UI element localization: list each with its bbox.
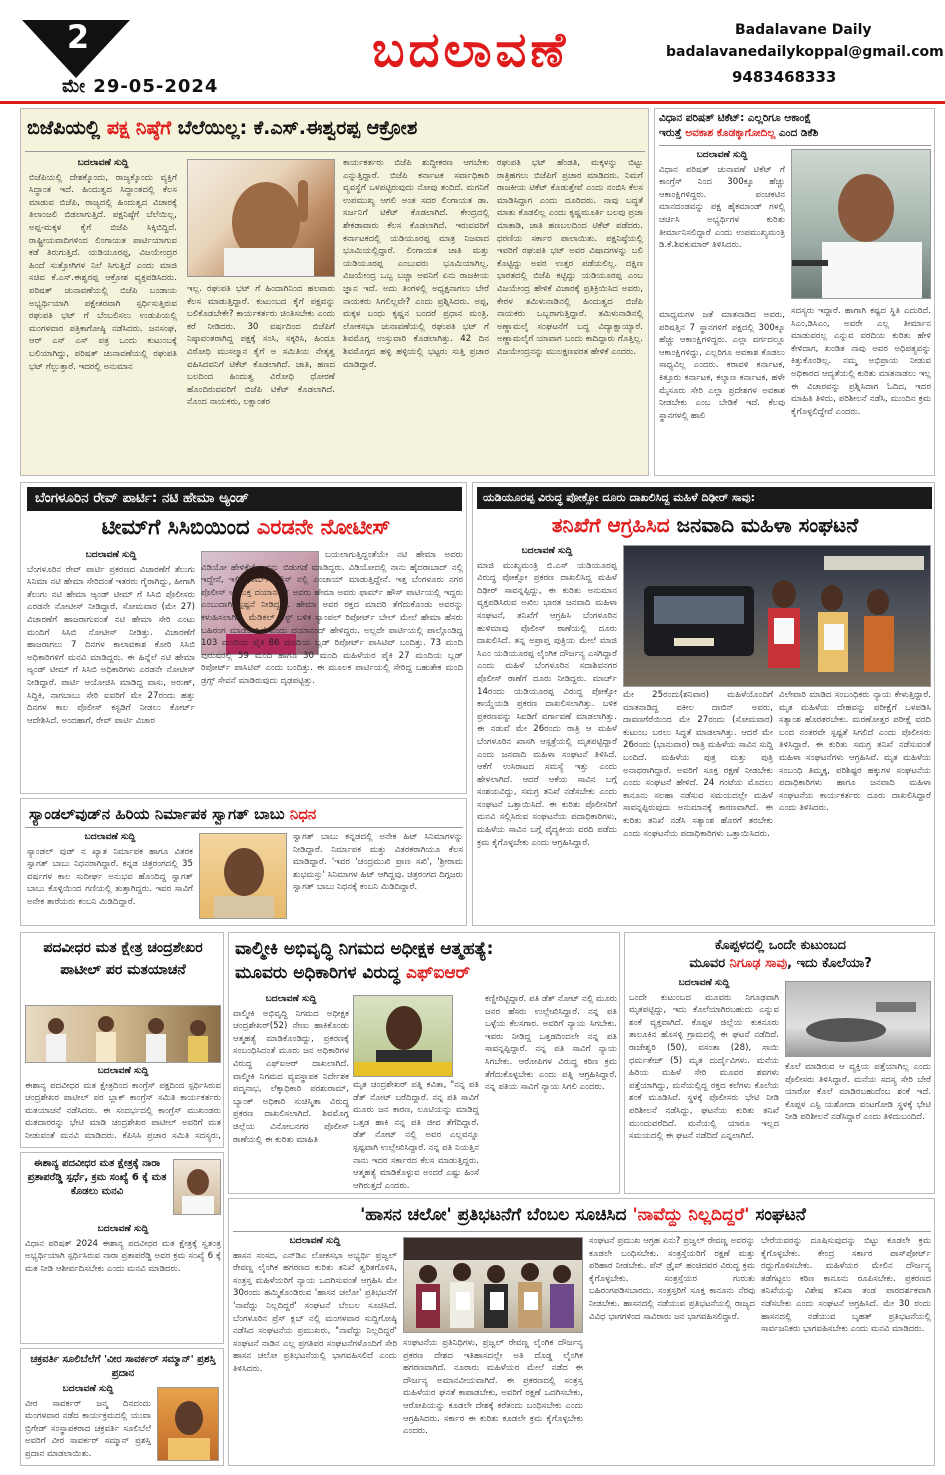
koppal-col-2: ಕೊಲೆ ಮಾಡಿರುವ ಆ ವ್ಯಕ್ತಿಯ ಪತ್ತೆಯಾಗಿಲ್ಲ ಎಂದು ಪೊಲೀಸರು ತಿಳಿಸಿದ್ದಾರೆ. ಮನೆಯ ಸದಸ್ಯ ಸೇರಿ ಬೇರೆ ಯಾರೋ ಕೊಲೆ ಮಾಡಿರಬಹುದೆಂಬ ಶಂಕೆ ಇದೆ. ಕೊಪ್ಪಳ ಎಸ್ಪಿ ಯಶೋದಾ ವಂಟಗೋಡಿ ಸ್ಥಳಕ್ಕೆ ಭೇಟಿ ನೀಡಿ ಪರಿಶೀಲನೆ ನಡೆಸಿದ್ದಾರೆ ಎಂದು ತಿಳಿದುಬಂದಿದೆ. <box>785 1062 931 1123</box>
valmiki-col-2: ಮೃತ ಚಂದ್ರಶೇಖರ್ ಪತ್ನಿ ಕವಿತಾ, "ನನ್ನ ಪತಿ ಡೆತ್ ನೋಟ್ ಬರೆದಿದ್ದಾರೆ. ನನ್ನ ಪತಿ ಸಾವಿಗೆ ಮೂರು ಜನ ಕಾರಣ, ಲೂಟಿಯನ್ನು ಮಾಡಿದ್ದ ಒತ್ತಡ ಹಾಕಿ ನನ್ನ ಪತಿ ಜೀವ ತೆಗೆದಿದ್ದಾರೆ. ಡೆತ್ ನೋಟ್ ನಲ್ಲಿ ಅವರ ಎಲ್ಲವನ್ನೂ ಸ್ಪಷ್ಟವಾಗಿ ಉಲ್ಲೇಖಿಸಿದ್ದಾರೆ. ನನ್ನ ಪತಿ ನಿಯತ್ತಿನ ನಾನು ಇದರ ಸರ್ಕಾರದ ಕೆಲಸ ಮಾಡುತ್ತಿದ್ದರು. ಆತ್ಮಹತ್ಯೆ ಮಾಡಿಕೊಳ್ಳುವ ಅಂದರೆ ಎಷ್ಟು ಹಿಂಸೆ ಆಗಿರುತ್ತದೆ ಎಂದರು. <box>353 1080 479 1191</box>
dks-col-1a: ಬದಲಾವಣೆ ಸುದ್ದಿ ವಿಧಾನ ಪರಿಷತ್ ಚುನಾವಣೆ ಟಿಕೆಟ್ ಗೆ ಕಾಂಗ್ರೆಸ್ ನಿಂದ 300ಕ್ಕೂ ಹೆಚ್ಚು ಆಕಾಂಕ್ಷಿಗಳಿದ್ದರು. ಪಂಚಕಟಿನ ಮಾನದಂಡವನ್ನು ಪಕ್ಷ ಹೈಕಮಾಂಡ್ ಗಳಲ್ಲಿ ಚರ್ಚಿಸಿ ಅಭ್ಯರ್ಥಿಗಳ ಕುರಿತು ತೀರ್ಮಾನಿಸಲಿದ್ದಾರೆ ಎಂದು ಉಪಮುಖ್ಯಮಂತ್ರಿ ಡಿ.ಕೆ.ಶಿವಕುಮಾರ್ ತಿಳಿಸಿದರು. <box>659 150 785 251</box>
rave-col-1: ಬದಲಾವಣೆ ಸುದ್ದಿ ಬೆಂಗಳೂರಿನ ರೇವ್ ಪಾರ್ಟಿ ಪ್ರಕರಣದ ವಿಚಾರಣೆಗೆ ತೆಲುಗು ಸಿನಿಮಾ ನಟಿ ಹೇಮಾ ಸೇರಿದಂತೆ ಇತರರು ಗೈರಾಗಿದ್ದು, ಹೀಗಾಗಿ ತೆಲುಗು ನಟಿ ಹೇಮಾ ಆ್ಯಂಡ್ ಟೀಮ್ ಗೆ ಸಿಸಿಬಿ ಪೊಲೀಸರು ಎರಡನೇ ನೋಟೀಸ್ ನೀಡಿದ್ದಾರೆ. ಸೋಮವಾರ (ಮೇ 27) ವಿಚಾರಣೆಗೆ ಹಾಜರಾಗುವಂತೆ ನಟಿ ಹೇಮಾ ಸೇರಿ ಎಂಟು ಮಂದಿಗೆ ಸಿಸಿಬಿ ನೋಟೀಸ್ ನೀಡಿತ್ತು. ವಿಚಾರಣೆಗೆ ಹಾಜರಾಗಲು 7 ದಿನಗಳ ಕಾಲಾವಕಾಶ ಕೋರಿ ಸಿಸಿಬಿ ಅಧಿಕಾರಿಗಳಿಗೆ ಮನವಿ ಮಾಡಿದ್ದರು. ಈ ಹಿನ್ನೆಲೆ ನಟಿ ಹೇಮಾ ಅ್ಯಂಡ್ ಟೀಮ್ ಗೆ ಸಿಸಿಬಿ ಅಧಿಕಾರಿಗಳು ಎರಡನೇ ನೋಟೀಸ್ ನೀಡಿದ್ದಾರೆ. ಪಾರ್ಟಿ ಆಯೋಜಿಸಿ ಮಾಡಿದ್ದ ವಾಸು, ಅರುಣ್, ಸಿದ್ದಿಕಿ, ನಾಗಬಾಬು ಸೇರಿ ಐವರಿಗೆ ಮೇ 27ರಂದು ಹತ್ತು ದಿನಗಳ ಕಾಲ ಪೊಲೀಸ್ ಕಸ್ಟಡಿಗೆ ನೀಡಲು ಕೋರ್ಟ್ ಆದೇಶಿಸಿದೆ. ಅಂದಹಾಗೆ, ರೇವ್ ಪಾರ್ಟಿ ವಿಚಾರ <box>27 550 195 726</box>
death-headline: ಸ್ಯಾಂಡಲ್‌ವುಡ್‌ನ ಹಿರಿಯ ನಿರ್ಮಾಪಕ ಸ್ವಾಗತ್ ಬಾಬು ನಿಧನ <box>29 805 317 823</box>
portrait-illustration <box>174 1160 221 1215</box>
koppal-byline: ಬದಲಾವಣೆ ಸುದ್ದಿ <box>678 978 730 988</box>
press-meet-illustration <box>404 1238 583 1333</box>
janavadi-col-2: ಮೇ 25ರಂದು(ಶನಿವಾರ) ಮಹಿಳೆಯೊಂದಿಗೆ ಮಾತನಾಡಿದ್ದ ವಕೀಲ ದಾಬಿನ್ ಅವರು, ದಾವಣಗೆರೆಯಿಂದ ಮೇ 27ರಂದು (ಸೋಮವಾರ) ಕುಟುಂಬ ಬರಲು ಸಿದ್ಧತೆ ಮಾಡಲಾಗಿತ್ತು. ಆದರೆ ಮೇ 26ರಂದು (ಭಾನುವಾರ) ರಾತ್ರಿ ಮಹಿಳೆಯ ಸಾವಿನ ಸುದ್ದಿ ಬಂದಿದೆ. ಮಹಿಳೆಯ ಪುತ್ರ ಮತ್ತು ಪುತ್ರಿ ಅನಾಥರಾಗಿದ್ದಾರೆ. ಅವರಿಗೆ ಸೂಕ್ತ ರಕ್ಷಣೆ ನೀಡಬೇಕು ಎಂದು ಸಂಘಟನೆ ಹೇಳಿದೆ. 24 ಗಂಟೆಯ ಮೊದಲು ಕಾನೂನು ಸಲಹಾ ನಡೆಸುವ ಸಮಯದಲ್ಲೇ ಮಹಿಳೆ ಸಾವನ್ನಪ್ಪಿರುವುದು ಅನುಮಾನಕ್ಕೆ ಕಾರಣವಾಗಿದೆ. ಈ ಕುರಿತು ತನಿಖೆ ನಡೆಸಿ ಸತ್ಯಾಂಶ ಹೊರಗೆ ತರಬೇಕು ಎಂದು ಸಂಘಟನೆಯ ಪದಾಧಿಕಾರಿಗಳು ಒತ್ತಾಯಿಸಿದರು. <box>623 690 773 839</box>
sulibele-photo <box>157 1387 219 1461</box>
press-meet-photo <box>403 1237 583 1333</box>
valmiki-story <box>228 932 620 1194</box>
page-number: 2 <box>66 18 90 56</box>
death-story <box>20 798 467 926</box>
valmiki-col-1: ಬದಲಾವಣೆ ಸುದ್ದಿ ವಾಲ್ಮೀಕಿ ಅಭಿವೃದ್ಧಿ ನಿಗಮದ ಅಧೀಕ್ಷಕ ಚಂದ್ರಶೇಖರ್(52) ನೇಣು ಹಾಕಿಕೊಂಡು ಆತ್ಮಹತ್ಯೆ ಮಾಡಿಕೊಂಡಿದ್ದು, ಪ್ರಕರಣಕ್ಕೆ ಸಂಬಂಧಿಸಿದಂತೆ ಮೂರು ಜನ ಅಧಿಕಾರಿಗಳ ವಿರುದ್ಧ ಎಫ್ಐಆರ್ ದಾಖಲಾಗಿದೆ. ವಾಲ್ಮೀಕಿ ನಿಗಮದ ವ್ಯವಸ್ಥಾಪಕ ನಿರ್ದೇಶಕ ಪದ್ಮನಾಭ, ಲೆಕ್ಕಾಧಿಕಾರಿ ಪರಶುರಾಮ್, ಬ್ಯಾಂಕ್ ಅಧಿಕಾರಿ ಸುಚಿಸ್ಮಿತಾ ವಿರುದ್ಧ ಪ್ರಕರಣ ದಾಖಲಿಸಲಾಗಿದೆ. ಶಿವಮೊಗ್ಗ ಜಿಲ್ಲೆಯ ವಿನೋಬನಗರ ಪೊಲೀಸ್ ಠಾಣೆಯಲ್ಲಿ ಈ ಕುರಿತು ಮಾಹಿತಿ <box>233 994 349 1145</box>
narayan-headline: ಈಶಾನ್ಯ ಪದವೀಧರ ಮತ ಕ್ಷೇತ್ರಕ್ಕೆ ನಾರಾ ಪ್ರತಾಪರೆಡ್ಡಿ ಸ್ಪರ್ಧೆ, ಕ್ರಮ ಸಂಖ್ಯೆ 6 ಕ್ಕೆ ಮತ ಕೊಡಲು ಮನವಿ <box>27 1158 167 1197</box>
hassan-col-1: ಬದಲಾವಣೆ ಸುದ್ದಿ ಹಾಸನ ಸಂಸದ, ಎನ್‌ಡಿಎ ಲೋಕಸಭಾ ಅಭ್ಯರ್ಥಿ ಪ್ರಜ್ವಲ್ ರೇವಣ್ಣ ಲೈಂಗಿಕ ಹಗರಣದ ಕುರಿತು ತನಿಖೆ ತ್ವರಿತಗೊಳಿಸಿ, ಸಂತ್ರಸ್ತ ಮಹಿಳೆಯರಿಗೆ ನ್ಯಾಯ ಒದಗಿಸುವಂತೆ ಆಗ್ರಹಿಸಿ ಮೇ 30ರಂದು ಹಮ್ಮಿಕೊಂಡಿರುವ 'ಹಾಸನ ಚಲೋ' ಪ್ರತಿಭಟನೆಗೆ 'ನಾವೆದ್ದು ನಿಲ್ಲದಿದ್ದರೆ' ಸಂಘಟನೆ ಬೆಂಬಲ ಸೂಚಿಸಿದೆ. ಬೆಂಗಳೂರಿನ ಪ್ರೆಸ್ ಕ್ಲಬ್ ನಲ್ಲಿ ಮಂಗಳವಾರ ಸುದ್ದಿಗೋಷ್ಠಿ ನಡೆಸಿದ ಸಂಘಟನೆಯ ಪ್ರಮುಖರು, "ನಾವೆದ್ದು ನಿಲ್ಲದಿದ್ದರೆ' ಸಂಘಟನೆ ನಾಡಿನ ಎಲ್ಲ ಪ್ರಗತಿಪರ ಸಂಘಟನೆಗಳೊಂದಿಗೆ ಸೇರಿ ಹಾಸನ ಚಲೋ ಪ್ರತಿಭಟನೆಯಲ್ಲಿ ಭಾಗವಹಿಸಲಿದೆ ಎಂದು ತಿಳಿಸಿದರು. <box>233 1236 397 1374</box>
lead-headline: ಬಿಜೆಪಿಯಲ್ಲಿ ಪಕ್ಷ ನಿಷ್ಠೆಗೆ ಬೆಲೆಯಿಲ್ಲ: ಕೆ.ಎಸ್.ಈಶ್ವರಪ್ಪ ಆಕ್ರೋಶ <box>27 117 418 139</box>
masthead-rule <box>0 101 945 104</box>
dks-col-2: ಸದಸ್ಯರು ಇದ್ದಾರೆ. ಹಾಗಾಗಿ ಕಷ್ಟದ ಸ್ಥಿತಿ ಎದುರಿದೆ. ಸಿಎಂ,ಡಿಸಿಎಂ, ಅವರೇ ಎಲ್ಲ ತೀರ್ಮಾನ ಮಾಡುವರಲ್ಲ ಎನ್ನುವ ವರದಿಯ ಕುರಿತು ಹೇಳಿ ಕೇಳಿದಾಗ, ಖಂಡಿತ ನಾವು ಅವರ ಅಧಿಪತ್ಯವನ್ನು ಕಿತ್ತುಕೊಂಡಿಲ್ಲ. ನಮ್ಮ ಅಭಿಪ್ರಾಯ ನೀಡುವ ಅಧಿಕಾರದ ಆದ್ಯತೆಯಲ್ಲಿ ಕುರಿತು ಮಾತನಾಡಲು ಇಲ್ಲ ಈ ವಿಚಾರವನ್ನು ಪ್ರಶ್ನಿಸಿದಾಗ ಓದಿದ, ಇದರ ಮಾಹಿತಿ ತಿಳಿದು, ಪರಿಶೀಲನೆ ನಡೆಸಿ, ಮುಂದಿನ ಕ್ರಮ ಕೈಗೊಳ್ಳಲಿದ್ದೇವೆ ಎಂದರು. <box>791 306 931 417</box>
masthead <box>0 0 945 104</box>
hassan-col-4: ಬೇರೆಯವರನ್ನು ದೂಷಿಸುವುದನ್ನು ಬಿಟ್ಟು ಕೂಡಲೇ ಕ್ರಮ ಕೈಗೊಳ್ಳಬೇಕು. ಕೇಂದ್ರ ಸರ್ಕಾರ ಪಾಸ್‌ಪೋರ್ಟ್ ರದ್ದುಗೊಳಿಸಬೇಕು. ಮಹಿಳೆಯರ ಮೇಲಿನ ದೌರ್ಜನ್ಯ ತಡೆಗಟ್ಟಲು ಕಠಿಣ ಕಾನೂನು ರೂಪಿಸಬೇಕು. ಪ್ರಕರಣದ ತನಿಖೆಯನ್ನು ವಿಶೇಷ ತನಿಖಾ ತಂಡ ಪಾರದರ್ಶಕವಾಗಿ ನಡೆಸಬೇಕು ಎಂದು ಸಂಘಟನೆ ಆಗ್ರಹಿಸಿದೆ. ಮೇ 30 ರಂದು ಹಾಸನದಲ್ಲಿ ನಡೆಯುವ ಬೃಹತ್ ಪ್ರತಿಭಟನೆಯಲ್ಲಿ ಸಾರ್ವಜನಿಕರು ಭಾಗವಹಿಸಬೇಕು ಎಂದು ಮನವಿ ಮಾಡಿದರು. <box>761 1236 931 1335</box>
lead-col-2: ಇಲ್ಲ. ರಘುಪತಿ ಭಟ್ ಗೆ ಹಿಂದಾಗಿನಿಂದ ಹಲವಾರು ಕೆಲಸ ಮಾಡುತ್ತಿದ್ದಾರೆ. ಕುಟುಂಬದ ಕೈಗೆ ಪಕ್ಷವನ್ನು ಬಲಿಕೊಡಬೇಕೇ? ಕಾರ್ಯಕರ್ತರು ಚಿಂತಿಸಬೇಕು ಎಂದು ಕರೆ ನೀಡಿದರು. 30 ವರ್ಷದಿಂದ ಬಿಜೆಪಿಗೆ ನಿಷ್ಠಾವಂತರಾಗಿದ್ದ ಪಕ್ಷಕ್ಕೆ ಸಂಸಿ, ಸಕ್ಕರಿಸಿ, ಹಿಂದೂ ವಿರೋಧಿ ಮುಸಲ್ಮಾನ ಕೈಗೆ ಅ ಸಮಿತಿಯ ನೇತೃತ್ವ ವಹಿಸಿದವನಿಗೆ ಟಿಕೆಟ್ ಕೊಡಲಾಗಿದೆ. ಜಾತಿ, ಹಣದ ಬಲದಿಂದ ಹಿಂದುತ್ವ ವಿರೋಧಿ ಧೋರಣೆ ಹೊಂದಿರುವವರಿಗೆ ಬಿಜೆಪಿ ಟಿಕೆಟ್ ಕೊಡಲಾಗಿದೆ. ನೊಂದ ನಾಯಕರು, ಲಕ್ಷಾಂತರ <box>187 284 335 408</box>
rave-byline: ಬದಲಾವಣೆ ಸುದ್ದಿ <box>85 550 137 560</box>
valmiki-col-3: ಕಣ್ಣೀರಿಟ್ಟಿದ್ದಾರೆ. ಪತಿ ಡೆತ್ ನೋಟ್ ನಲ್ಲಿ ಮೂರು ಜನರ ಹೆಸರು ಉಲ್ಲೇಖಿಸಿದ್ದಾರೆ. ನನ್ನ ಪತಿ ಒಳ್ಳೆಯ ಕೆಲಸಗಾರ. ಅವರಿಗೆ ನ್ಯಾಯ ಸಿಗಬೇಕು. ಇವರು ನೀಡಿದ್ದ ಒತ್ತಡದಿಂದಲೇ ನನ್ನ ಪತಿ ಸಾವನ್ನಪ್ಪಿದ್ದಾರೆ. ನನ್ನ ಪತಿ ಸಾವಿಗೆ ನ್ಯಾಯ ಸಿಗಬೇಕು. ಆರೋಪಿಗಳ ವಿರುದ್ಧ ಕಠಿಣ ಕ್ರಮ ತೆಗೆದುಕೊಳ್ಳಬೇಕು ಎಂದು ಪತ್ನಿ ಆಗ್ರಹಿಸಿದ್ದಾರೆ. ನನ್ನ ಪತಿಯ ಸಾವಿಗೆ ನ್ಯಾಯ ಸಿಗಲಿ ಎಂದರು. <box>485 994 617 1093</box>
portrait-illustration <box>792 150 931 299</box>
death-byline: ಬದಲಾವಣೆ ಸುದ್ದಿ <box>84 832 136 842</box>
masthead-phone: 9483468333 <box>732 68 837 86</box>
lead-rule <box>25 151 645 152</box>
masthead-brand: Badalavane Daily <box>735 22 872 38</box>
lead-byline: ಬದಲಾವಣೆ ಸುದ್ದಿ <box>77 158 129 168</box>
portrait-illustration <box>200 834 287 919</box>
narayan-photo <box>173 1159 221 1215</box>
dks-col-1b: ಮಾಧ್ಯಮಗಳ ಜತೆ ಮಾತನಾಡಿದ ಅವರು, ಪರಿಷತ್ತಿನ 7 ಸ್ಥಾನಗಳಿಗೆ ಪಕ್ಷದಲ್ಲಿ 300ಕ್ಕೂ ಹೆಚ್ಚು ಆಕಾಂಕ್ಷಿಗಳಿದ್ದರು. ಎಲ್ಲಾ ವರ್ಗದಲ್ಲೂ ಆಕಾಂಕ್ಷಿಗಳಿದ್ದು, ಎಲ್ಲರಿಗೂ ಅವಕಾಶ ಕೊಡಲು ಸಾಧ್ಯವಿಲ್ಲ ಎಂದರು. ಕರಾವಳಿ ಕರ್ನಾಟಕ, ಕಿತ್ತೂರು ಕರ್ನಾಟಕ, ಕಲ್ಯಾಣ ಕರ್ನಾಟಕ, ಹಳೇ ಮೈಸೂರು ಸೇರಿ ಎಲ್ಲಾ ಪ್ರದೇಶಗಳ ಅವಕಾಶ ನೀಡಬೇಕು ಎಂಬ ಬೇಡಿಕೆ ಇದೆ. ಕೆಲವು ಸ್ಥಾನಗಳಲ್ಲಿ ಹಾಲಿ <box>659 310 785 421</box>
hassan-col-3: ಸಂಘಟನೆ ಪ್ರಮುಖ ಆಗ್ರಹ ಏನು? ಪ್ರಜ್ವಲ್ ರೇವಣ್ಣ ಅವರನ್ನು ಕೂಡಲೇ ಬಂಧಿಸಬೇಕು. ಸಂತ್ರಸ್ತೆಯರಿಗೆ ರಕ್ಷಣೆ ಮತ್ತು ಪರಿಹಾರ ನೀಡಬೇಕು. ಪೆನ್ ಡ್ರೈವ್ ಹಂಚಿದವರ ವಿರುದ್ಧ ಕ್ರಮ ಕೈಗೊಳ್ಳಬೇಕು. ಸಂತ್ರಸ್ತೆಯರ ಗುರುತು ಬಹಿರಂಗಪಡಿಸಬಾರದು. ಸಂತ್ರಸ್ತರಿಗೆ ಸೂಕ್ತ ಕಾನೂನು ನೆರವು ನೀಡಬೇಕು. ಹಾಸನದಲ್ಲಿ ನಡೆಯುವ ಪ್ರತಿಭಟನೆಯಲ್ಲಿ ರಾಜ್ಯದ ವಿವಿಧ ಭಾಗಗಳಿಂದ ಸಾವಿರಾರು ಜನ ಭಾಗವಹಿಸಲಿದ್ದಾರೆ. <box>589 1236 755 1322</box>
valmiki-headline: ವಾಲ್ಮೀಕಿ ಅಭಿವೃದ್ಧಿ ನಿಗಮದ ಅಧೀಕ್ಷಕ ಆತ್ಮಹತ್ಯೆ: ಮೂವರು ಅಧಿಕಾರಿಗಳ ವಿರುದ್ಧ ಎಫ್ಐಆರ್ <box>235 939 494 983</box>
janavadi-headline: ತನಿಖೆಗೆ ಆಗ್ರಹಿಸಿದ ಜನವಾದಿ ಮಹಿಳಾ ಸಂಘಟನೆ <box>551 513 859 537</box>
hassan-headline: 'ಹಾಸನ ಚಲೋ' ಪ್ರತಿಭಟನೆಗೆ ಬೆಂಬಲ ಸೂಚಿಸಿದ 'ನಾವೆದ್ದು ನಿಲ್ಲದಿದ್ದರೆ' ಸಂಘಟನೆ <box>360 1205 806 1225</box>
mlc-body: ಬದಲಾವಣೆ ಸುದ್ದಿ ಈಶಾನ್ಯ ಪದವೀಧರ ಮತ ಕ್ಷೇತ್ರದಿಂದ ಕಾಂಗ್ರೆಸ್ ಪಕ್ಷದಿಂದ ಸ್ಪರ್ಧಿಸಿರುವ ಚಂದ್ರಶೇಖರ ಪಾಟೀಲ್ ಪರ ಬ್ಲಾಕ್ ಕಾಂಗ್ರೆಸ್ ಸಮಿತಿ ಕಾರ್ಯಕರ್ತರು ಮತಯಾಚನೆ ನಡೆಸಿದರು. ಈ ಸಂದರ್ಭದಲ್ಲಿ ಕಾಂಗ್ರೆಸ್ ಮುಖಂಡರು ಮತದಾರರನ್ನು ಭೇಟಿ ಮಾಡಿ ಚಂದ್ರಶೇಖರ ಪಾಟೀಲ್ ಅವರಿಗೆ ಮತ ನೀಡುವಂತೆ ಮನವಿ ಮಾಡಿದರು. ಕೆಪಿಸಿಸಿ ಪ್ರಚಾರ ಸಮಿತಿ ಸದಸ್ಯರು, <box>25 1066 221 1141</box>
savarkar-story <box>20 1348 224 1466</box>
janavadi-col-3: ವಿಲೇವಾರಿ ಮಾಡಿದ ಸಂಬಂಧಿಕರು ನ್ಯಾಯ ಕೇಳುತ್ತಿದ್ದಾರೆ. ಮೃತ ಮಹಿಳೆಯ ದೇಹವನ್ನು ಪರೀಕ್ಷೆಗೆ ಒಳಪಡಿಸಿ ಸತ್ಯಾಂಶ ಹೊರತರಬೇಕು. ಮರಣೋತ್ತರ ಪರೀಕ್ಷೆ ವರದಿ ಬಂದ ನಂತರವೇ ಸ್ಪಷ್ಟತೆ ಸಿಗಲಿದೆ ಎಂದು ಪೊಲೀಸರು ತಿಳಿಸಿದ್ದಾರೆ. ಈ ಕುರಿತು ಸಮಗ್ರ ತನಿಖೆ ನಡೆಸುವಂತೆ ಮಹಿಳಾ ಸಂಘಟನೆಗಳು ಆಗ್ರಹಿಸಿವೆ. ಮೃತ ಮಹಿಳೆಯ ಸಂಬಂಧಿ ತಿಮ್ಮಕ್ಕ, ಪರಿಶಿಷ್ಟರ ಹಕ್ಕುಗಳ ಸಂಘಟನೆಯ ಪದಾಧಿಕಾರಿಗಳು ಹಾಗೂ ಜನವಾದಿ ಮಹಿಳಾ ಸಂಘಟನೆಯ ಕಾರ್ಯಕರ್ತರು ದೂರು ದಾಖಲಿಸಿದ್ದಾರೆ ಎಂದು ತಿಳಿಸಿದರು. <box>779 690 931 814</box>
police-station-photo <box>623 545 931 687</box>
hassan-col-2: ಸಂಘಟನೆಯ ಪ್ರತಿನಿಧಿಗಳು, ಪ್ರಜ್ವಲ್ ರೇವಣ್ಣ ಲೈಂಗಿಕ ದೌರ್ಜನ್ಯ ಪ್ರಕರಣ ದೇಶದ ಇತಿಹಾಸದಲ್ಲೇ ಅತಿ ದೊಡ್ಡ ಲೈಂಗಿಕ ಹಗರಣವಾಗಿದೆ. ನೂರಾರು ಮಹಿಳೆಯರ ಮೇಲೆ ನಡೆದ ಈ ದೌರ್ಜನ್ಯ ಅಮಾನವೀಯವಾಗಿದೆ. ಈ ಪ್ರಕರಣದಲ್ಲಿ ಸಂತ್ರಸ್ತ ಮಹಿಳೆಯರ ಘನತೆ ಕಾಪಾಡಬೇಕು, ಅವರಿಗೆ ರಕ್ಷಣೆ ಒದಗಿಸಬೇಕು, ಆರೋಪಿಯನ್ನು ಕೂಡಲೇ ದೇಶಕ್ಕೆ ಕರೆತಂದು ಬಂಧಿಸಬೇಕು ಎಂದು ಆಗ್ರಹಿಸಿದರು. ಸರ್ಕಾರ ಈ ಕುರಿತು ಕೂಡಲೇ ಕ್ರಮ ಕೈಗೊಳ್ಳಬೇಕು ಎಂದರು. <box>403 1338 583 1437</box>
lead-col-3: ಕಾರ್ಯಕರ್ತರು ಬಿಜೆಪಿ ಶುದ್ಧೀಕರಣ ಆಗಬೇಕು ಎನ್ನುತ್ತಿದ್ದಾರೆ. ಬಿಜೆಪಿ ಕರ್ನಾಟಕ ಸರ್ವಾಧಿಕಾರಿ ವ್ಯವಸ್ಥೆಗೆ ಒಳಪಟ್ಟಿರುವುದು ನೋವು ತಂದಿದೆ. ಮಗನಿಗೆ ಉಪಮುಖ್ಯ ಆಗಲಿ ಅಂತ ಸದರ ಲಿಂಗಾಯತ ಡಾ. ಸರ್ಜನಿಗೆ ಟಿಕೆಟ್ ಕೊಡಲಾಗಿದೆ. ಕೇಂದ್ರದಲ್ಲಿ ಶೇಕಡಾವಾರು ಕೆಲಸ ಕೊಡಲಾಗಿದೆ. ಇರುವವರಿಗೆ ಕರ್ನಾಟಕದಲ್ಲಿ ಯಡಿಯೂರಪ್ಪ ಮಾತ್ರ ನಿಜವಾದ ಭೂಮಿಯಲ್ಲಿದ್ದಾರೆ. ಲಿಂಗಾಯತ ಜಾತಿ ಮತ್ತು ಯಡಿಯೂರಪ್ಪ ಎಂಬುವರು ಭೂಮಿಯಾಗಿಲ್ಲ. ವಿಜಯೇಂದ್ರ ಒಬ್ಬ ಬಚ್ಚಾ ಅವನಿಗೆ ಏನು ರಾಜಕೀಯ ಜ್ಞಾನ ಇದೆ. ಅದು ತಿಂಗಳಲ್ಲಿ ಅಧ್ಯಕ್ಷನಾಗಲು ಬೇರೆ ನಾಯಕರು ಸಿಗಲಿಲ್ಲವೇ? ಎಂದು ಪ್ರಶ್ನಿಸಿದರು. ಅಪ್ಪ, ಮಕ್ಕಳ ಬಂಧು ಕೃಷ್ಣನ ಬಂದರೆ ಪ್ರಧಾನ ಮಂತ್ರಿ. ಲೋಕಸಭಾ ಚುನಾವಣೆಯಲ್ಲಿ ರಘುಪತಿ ಭಟ್ ಗೆ ಶಿವಮೊಗ್ಗ ಉಸ್ತುವಾರಿ ಕೊಡಲಾಗಿತ್ತು. 42 ದಿನ ಶಿವಮೊಗ್ಗದ ಹಳ್ಳಿ ಹಳ್ಳಿಯಲ್ಲಿ ಭಟ್ಟರು ಸುತ್ತಿ ಪ್ರಚಾರ ಮಾಡಿದ್ದಾರೆ. <box>343 158 489 370</box>
koppal-story <box>624 932 935 1194</box>
dks-headline: ವಿಧಾನ ಪರಿಷತ್ ಟಿಕೆಟ್: ಎಲ್ಲರಿಗೂ ಆಕಾಂಕ್ಷೆ ಇರುತ್ತೆ ಅವಕಾಶ ಕೊಡಕ್ಕಾಗೋದಿಲ್ಲ ಎಂದ ಡಿಕೆಶಿ <box>659 112 819 139</box>
hassan-byline: ಬದಲಾವಣೆ ಸುದ್ದಿ <box>289 1236 341 1246</box>
masthead-date: ಮೇ 29-05-2024 <box>62 76 219 97</box>
janavadi-byline: ಬದಲಾವಣೆ ಸುದ್ದಿ <box>521 546 573 556</box>
portrait-illustration <box>158 1388 219 1461</box>
savarkar-byline: ಬದಲಾವಣೆ ಸುದ್ದಿ <box>62 1384 114 1394</box>
narayan-byline: ಬದಲಾವಣೆ ಸುದ್ದಿ <box>97 1224 149 1234</box>
portrait-illustration <box>188 160 335 277</box>
narayan-story <box>20 1152 224 1344</box>
rave-story <box>20 482 467 794</box>
koppal-col-1: ಬದಲಾವಣೆ ಸುದ್ದಿ ಒಂದೇ ಕುಟುಂಬದ ಮೂವರು ನಿಗೂಢವಾಗಿ ಮೃತಪಟ್ಟಿದ್ದು, ಇದು ಕೊಲೆಯಾಗಿರಬಹುದು ಎನ್ನುವ ಶಂಕೆ ವ್ಯಕ್ತವಾಗಿದೆ. ಕೊಪ್ಪಳ ಜಿಲ್ಲೆಯ ಕುಕನೂರು ತಾಲೂಕಿನ ಹೊಸಳ್ಳಿ ಗ್ರಾಮದಲ್ಲಿ ಈ ಘಟನೆ ನಡೆದಿದೆ. ರಾಜೇಶ್ವರಿ (50), ವಸಂತಾ (28), ಸಾಯಿ ಧರ್ಮತೇಜ್ (5) ಮೃತ ದುರ್ದೈವಿಗಳು. ಮನೆಯ ಹಿರಿಯ ಮಹಿಳೆ ಸೇರಿ ಮೂವರ ಶವಗಳು ಪತ್ತೆಯಾಗಿದ್ದು, ಮನೆಯಲ್ಲಿದ್ದ ರಕ್ತದ ಕಲೆಗಳು ಕೊಲೆಯ ಶಂಕೆ ಮೂಡಿಸಿವೆ. ಸ್ಥಳಕ್ಕೆ ಪೊಲೀಸರು ಭೇಟಿ ನೀಡಿ ಪರಿಶೀಲನೆ ನಡೆಸಿದ್ದು, ಘಟನೆಯ ಕುರಿತು ತನಿಖೆ ಮುಂದುವರೆದಿದೆ. ಮನೆಯಲ್ಲಿ ಯಾರೂ ಇಲ್ಲದ ಸಮಯದಲ್ಲಿ ಈ ಘಟನೆ ನಡೆದಿದೆ ಎನ್ನಲಾಗಿದೆ. <box>629 978 779 1142</box>
rave-headline: ಟೀಮ್‌ಗೆ ಸಿಸಿಬಿಯಿಂದ ಎರಡನೇ ನೋಟೀಸ್ <box>101 515 391 539</box>
group-photo-illustration <box>26 1006 221 1063</box>
swagat-babu-photo <box>199 833 287 919</box>
rave-col-2: ಬಯಲಾಗುತ್ತಿದ್ದಂತೆಯೇ ನಟಿ ಹೇಮಾ ಅವರು ವಿಡಿಯೋ ಹೇಳಿಕೆಯೊಂದನ್ನು ಬಿಡುಗಡೆ ಮಾಡಿದ್ದರು. ವಿಡಿಯೋದಲ್ಲಿ ನಾನು ಹೈದರಾಬಾದ್ ನಲ್ಲಿ ಇದ್ದೇನೆ, ಇಲ್ಲಿ ಫಾರ್ಮ್ ಹೌಸ್ ನಲ್ಲಿ ಎಂಜಾಯ್ ಮಾಡುತ್ತಿದ್ದೇನೆ. ಇತ್ತ ಬೆಂಗಳೂರು ನಗರ ಪೊಲೀಸ್ ಆಯುಕ್ತ ದಯಾನಂದ್ ಅವರು ಹೇಮಾ ಅವರು ಫಾರ್ಮ್ ಹೌಸ್ ಪಾರ್ಟಿಯಲ್ಲಿ ಇದ್ದರು ಎಂಬುದಾಗಿ ಸ್ಪಷ್ಟನೆ ನೀಡಿದ್ದರು. ಹೇಮಾ ಅವರ ರಕ್ತದ ಮಾದರಿ ತೆಗೆದುಕೊಂಡು ಅವರನ್ನು ಕಳುಹಿಸಲಾಗಿದೆ, ಮೆಡಿಕಲ್ ಟೆಸ್ಟ್ ಬಳಿಕ ಸ್ಯಾಂಪಲ್ ರಿಪೋರ್ಟ್ ಬೇಲ್ ಮೇಲೆ ಹೇಮಾ ಹೆಸರು ಬಹಿರಂಗ ಮಾಡಲಾಗಿದೆ ಎಂದು ದಯಾನಂದ್ ಹೇಳಿದ್ದರು. ಅಲ್ಲದೇ ಪಾರ್ಟಿಯಲ್ಲಿ ಪಾಲ್ಗೊಂಡಿದ್ದ 103 ಮಂದಿಯ ಪೈಕಿ 86 ಮಂದಿಯ ಬ್ಲಡ್ ರಿಪೋರ್ಟ್ ಪಾಸಿಟಿವ್ ಬಂದಿತ್ತು. 73 ಮಂದಿ ಪುರುಷರಲ್ಲಿ 59 ಮಂದಿ ಹಾಗೂ 30 ಮಂದಿ ಮಹಿಳೆಯರ ಪೈಕಿ 27 ಮಂದಿಯ ಬ್ಲಡ್ ರಿಪೋರ್ಟ್ ಪಾಸಿಟಿವ್ ಎಂದು ಬಂದಿತ್ತು. ಈ ಮೂಲಕ ಪಾರ್ಟಿಯಲ್ಲಿ ಸೇರಿದ್ದ ಬಹುತೇಕ ಮಂದಿ ಡ್ರಗ್ಸ್ ಸೇವನೆ ಮಾಡಿರುವುದು ದೃಢಪಟ್ಟಿತ್ತು. <box>201 550 463 686</box>
dks-byline: ಬದಲಾವಣೆ ಸುದ್ದಿ <box>696 150 748 160</box>
dks-story <box>654 108 935 476</box>
mlc-byline: ಬದಲಾವಣೆ ಸುದ್ದಿ <box>97 1066 149 1076</box>
lead-story <box>20 108 649 476</box>
masthead-title: ಬದಲಾವಣೆ <box>372 22 570 78</box>
janavadi-kicker: ಯಡಿಯೂರಪ್ಪ ವಿರುದ್ಧ ಪೋಕ್ಸೋ ದೂರು ದಾಖಲಿಸಿದ್ದ ಮಹಿಳೆ ದಿಢೀರ್ ಸಾವು: <box>477 487 932 509</box>
valmiki-byline: ಬದಲಾವಣೆ ಸುದ್ದಿ <box>265 994 317 1004</box>
police-station-illustration <box>624 546 931 687</box>
death-col-1: ಬದಲಾವಣೆ ಸುದ್ದಿ ಸ್ಯಾಂಡಲ್ ವುಡ್ ನ ಖ್ಯಾತ ನಿರ್ಮಾಪಕ ಹಾಗೂ ವಿತರಕ ಸ್ವಾಗತ್ ಬಾಬು ನಿಧನರಾಗಿದ್ದಾರೆ. ಕನ್ನಡ ಚಿತ್ರರಂಗದಲ್ಲಿ 35 ವರ್ಷಗಳ ಕಾಲ ಸುದೀರ್ಘ ಅನುಭವ ಹೊಂದಿದ್ದ ಸ್ವಾಗತ್ ಬಾಬು ಕೊಳ್ಳಿಯಿಂದ ಗಣಿಯಲ್ಲಿ ತುತ್ತಾಗಿದ್ದರು. ಇವರ ಸಾವಿಗೆ ಅನೇಕ ತಾರೆಯರು ಕಂಬನಿ ಮಿಡಿದಿದ್ದಾರೆ. <box>27 832 193 907</box>
dks-rule <box>659 145 931 146</box>
rave-kicker: ಬೆಂಗಳೂರಿನ ರೇವ್ ಪಾರ್ಟಿ: ನಟಿ ಹೇಮಾ ಅ್ಯಂಡ್ <box>27 487 462 511</box>
hassan-story <box>228 1198 935 1466</box>
death-col-2: ಸ್ವಾಗತ್ ಬಾಬು ಕನ್ನಡದಲ್ಲಿ ಅನೇಕ ಹಿಟ್ ಸಿನಿಮಾಗಳನ್ನು ನೀಡಿದ್ದಾರೆ. ನಿರ್ಮಾಪಕ ಮತ್ತು ವಿತರಕರಾಗಿಯೂ ಕೆಲಸ ಮಾಡಿದ್ದಾರೆ. 'ಇವರ 'ಚಂದ್ರಮುಖಿ ಪ್ರಾಣ ಸಖಿ', 'ಶ್ರೀರಾಮ ಶುಭಮಸ್ತು' ಸಿನಿಮಾಗಳ ಹಿಟ್ ಆಗಿದ್ದವು. ಚಿತ್ರರಂಗದ ದಿಗ್ಗಜರು ಸ್ವಾಗತ್ ಬಾಬು ನಿಧನಕ್ಕೆ ಕಂಬನಿ ಮಿಡಿದಿದ್ದಾರೆ. <box>293 832 463 893</box>
mlc-story <box>20 932 224 1148</box>
eshwarappa-photo <box>187 159 335 277</box>
crime-scene-photo <box>785 981 931 1057</box>
dks-photo <box>791 149 931 299</box>
mlc-headline: ಪದವೀಧರ ಮತ ಕ್ಷೇತ್ರ ಚಂದ್ರಶೇಖರ ಪಾಟೀಲ್ ಪರ ಮತಯಾಚನೆ <box>43 940 203 978</box>
mlc-photo <box>25 1005 221 1063</box>
death-rule <box>25 827 463 828</box>
savarkar-body: ಬದಲಾವಣೆ ಸುದ್ದಿ ವೀರ ಸಾವರ್ಕರ್ ಜನ್ಮ ದಿನದಂದು ಮಂಗಳವಾರ ನಡೆದ ಕಾರ್ಯಕ್ರಮದಲ್ಲಿ ಯುವಾ ಬ್ರಿಗೇಡ್ ಸಂಸ್ಥಾಪಕರಾದ ಚಕ್ರವರ್ತಿ ಸೂಲಿಬೆಲೆ ಅವರಿಗೆ ವೀರ ಸಾವರ್ಕರ್ ಸಮ್ಮಾನ್ ಪ್ರಶಸ್ತಿ ಪ್ರದಾನ ಮಾಡಲಾಯಿತು. <box>25 1384 151 1459</box>
crime-scene-illustration <box>786 982 931 1057</box>
lead-col-1: ಬದಲಾವಣೆ ಸುದ್ದಿ ಬಿಜೆಪಿಯಲ್ಲಿ ದೇಶಕ್ಕೊಂದು, ರಾಜ್ಯಕ್ಕೊಂದು ವ್ಯಕ್ತಿಗೆ ಸಿದ್ಧಾಂತ ಇದೆ. ಹಿಂದುತ್ವದ ಸಿದ್ಧಾಂತದಲ್ಲಿ ಕೆಲಸ ಮಾಡುವ ಬಿಜೆಪಿ, ರಾಜ್ಯದಲ್ಲಿ ಹಿಂದುತ್ವದ ವಿಚಾರಕ್ಕೆ ತಿಲಾಂಜಲಿ ಬಿಡಲಾಗುತ್ತಿದೆ. ಪಕ್ಷನಿಷ್ಠೆಗೆ ಬೆಲೆಯಿಲ್ಲ, ಅಪ್ಪ-ಮಕ್ಕಳ ಕೈಗೆ ಬಿಜೆಪಿ ಸಿಕ್ಕಿಬಿದ್ದಿದೆ. ರಾಷ್ಟ್ರೀಯವಾದಿಗಳಿಂದ ಲಿಂಗಾಯತ ಪಾರ್ಟಿಯಾಗುವ ಕಡೆ ತಿರುಗುತ್ತಿದೆ. ಯಡಿಯೂರಪ್ಪ, ವಿಜಯೇಂದ್ರರ ಹಿಂದೆ ಸುತ್ತೋಗಿಗಳ ನಿಲೆ ಸಿಗುತ್ತಿದೆ ಎಂದು ಮಾಜಿ ಸಚಿವ ಕೆ.ಎಸ್.ಈಶ್ವರಪ್ಪ ಆಕ್ರೋಶ ವ್ಯಕ್ತಪಡಿಸಿದರು. ಪರಿಷತ್ ಚುನಾವಣೆಯಲ್ಲಿ ಬಿಜೆಪಿ ಬಂಡಾಯ ಅಭ್ಯರ್ಥಿಯಾಗಿ ಪಕ್ಷೇತರವಾಗಿ ಸ್ಪರ್ಧಿಸುತ್ತಿರುವ ರಘುಪತಿ ಭಟ್ ಗೆ ಬೆಂಬಲಿಸಲು ಉಡುಪಿಯಲ್ಲಿ ಮಂಗಳವಾರ ಪತ್ರಿಕಾಗೋಷ್ಠಿ ನಡೆಸಿದರು. ಜನಸಂಘ, ಆರ್ ಎಸ್ ಎಸ್ ಪತ್ರ ಒಂದು ಕುಟುಂಬಕ್ಕೆ ಬಲಿಯಾಗಿದ್ದು, ಪರಿಷತ್ ಚುನಾವಣೆಯಲ್ಲಿ ರಘುಪತಿ ಭಟ್ ಗೆಲ್ಲುತ್ತಾರೆ. ಇದರಲ್ಲಿ ಅನುಮಾನ <box>29 158 177 372</box>
narayan-body: ಬದಲಾವಣೆ ಸುದ್ದಿ ವಿಧಾನ ಪರಿಷತ್ 2024 ಈಶಾನ್ಯ ಪದವೀಧರ ಮತ ಕ್ಷೇತ್ರಕ್ಕೆ ಸ್ವತಂತ್ರ ಅಭ್ಯರ್ಥಿಯಾಗಿ ಸ್ಪರ್ಧಿಸಿರುವ ನಾರಾ ಪ್ರತಾಪರೆಡ್ಡಿ ಅವರ ಕ್ರಮ ಸಂಖ್ಯೆ 6 ಕ್ಕೆ ಮತ ನೀಡಿ ಆಶೀರ್ವದಿಸಬೇಕು ಎಂದು ಮನವಿ ಮಾಡಿದರು. <box>25 1224 221 1274</box>
lead-col-4: ರಘುಪತಿ ಭಟ್ ಹೆಂಡತಿ, ಮಕ್ಕಳನ್ನು ಬಿಟ್ಟು ರಾತ್ರಿಹಗಲು ಬಿಜೆಪಿಗೆ ಪ್ರಚಾರ ಮಾಡಿದರು. ನಿಮಗೆ ರಾಜಕೀಯ ಟಿಕೆಟ್ ಕೊಡುತ್ತೇವೆ ಎಂದು ನಂಬಿಸಿ ಕೆಲಸ ಮಾಡಿಸಿದ್ದಾಗ ಎಂದು ದೂರಿದರು. ನಾವು ಬದ್ಧತೆ ಮಾತು ಕೊಡಲಿಲ್ಲ ಎಂದು ಕೃಷ್ಣಮೂರ್ತಿ ಬಲವು ಪ್ರಜಾ ಮಾತಾಡಿ, ಜಾತಿ ಹಣಬಲದಿಂದ ಟಿಕೆಟ್ ಪಡೆದರು. ಧರಣಿಯ ಸರ್ಕಾರ ಪಾಲಾಯಿತು. ಪಕ್ಷನಿಷ್ಠೆಯಲ್ಲಿ ಇವರಿಗೆ ರಘುಪತಿ ಭಟ್ ಅವರ ವಿಷಾದಗಳನ್ನು ಬಲಿ ಕೊಟ್ಟಿದ್ದು ಅವರ ಉತ್ತರ ಪಡೆಯಲಿಲ್ಲ. ದಕ್ಷಿಣ ಭಾರತದಲ್ಲಿ ಬಿಜೆಪಿ ಕಟ್ಟಿದ್ದು ಯಡಿಯೂರಪ್ಪ ಎಂಬ ವಿಜಯೇಂದ್ರ ಹೇಳಿಕೆ ವಿಚಾರಕ್ಕೆ ಪ್ರತಿಕ್ರಿಯಿಸಿದ ಅವರು, ಕೇರಳ ತಮಿಳುನಾಡಿನಲ್ಲಿ ಹಿಂದುತ್ವದ ಬಿಜೆಪಿ ನಾಯಕರು ಒಬ್ಬರಾಗುತ್ತಿದ್ದಾರೆ. ತಮಿಳುನಾಡಿನಲ್ಲಿ ಅಣ್ಣಾಮಲೈ ಸಂಘಟನೆಗೆ ಬದ್ಧ ವಿದ್ಯಾಕ್ಷಾಯ್ಯಾರೆ. ಅಣ್ಣಾಮಲೈಗೆ ಯಾವಾಗ ಬಂದು ಕಾದಿದ್ದಾರು ಗೊತ್ತಿಲ್ಲ. ವಿಜಯೇಂದ್ರನನ್ನು ಮುಲಕ್ಷಣವರತ ಹೇಳಿಕೆ ಎಂದರು. <box>497 158 643 357</box>
masthead-email[interactable]: badalavanedailykoppal@gmail.com <box>666 44 944 60</box>
hassan-rule <box>233 1231 931 1232</box>
koppal-headline: ಕೊಪ್ಪಳದಲ್ಲಿ ಒಂದೇ ಕುಟುಂಬದ ಮೂವರ ನಿಗೂಢ ಸಾವು, ಇದು ಕೊಲೆಯಾ? <box>689 938 872 971</box>
savarkar-headline: ಚಕ್ರವರ್ತಿ ಸೂಲಿಬೆಲೆಗೆ 'ವೀರ ಸಾವರ್ಕರ್ ಸಮ್ಮಾನ್' ಪ್ರಶಸ್ತಿ ಪ್ರದಾನ <box>30 1354 216 1379</box>
janavadi-story <box>472 482 935 926</box>
janavadi-col-1: ಬದಲಾವಣೆ ಸುದ್ದಿ ಮಾಜಿ ಮುಖ್ಯಮಂತ್ರಿ ಬಿ.ಎಸ್ ಯಡಿಯೂರಪ್ಪ ವಿರುದ್ಧ ಪೋಕ್ಸೋ ಪ್ರಕರಣ ದಾಖಲಿಸಿದ್ದ ಮಹಿಳೆ ದಿಢೀರ್ ಸಾವನ್ನಪ್ಪಿದ್ದು, ಈ ಕುರಿತು ಅನುಮಾನ ವ್ಯಕ್ತಪಡಿಸಿರುವ ಅಖಿಲ ಭಾರತ ಜನವಾದಿ ಮಹಿಳಾ ಸಂಘಟನೆ, ತನಿಖೆಗೆ ಆಗ್ರಹಿಸಿ ಬೆಂಗಳೂರಿನ ಹುಳಿಮಾವು ಪೊಲೀಸ್ ಠಾಣೆಯಲ್ಲಿ ದೂರು ದಾಖಲಿಸಿದೆ. ತನ್ನ ಅಪ್ರಾಪ್ತ ಪುತ್ರಿಯ ಮೇಲೆ ಮಾಜಿ ಸಿಎಂ ಯಡಿಯೂರಪ್ಪ ಲೈಂಗಿಕ ದೌರ್ಜನ್ಯ ಎಸಗಿದ್ದಾರೆ ಎಂದು ಮಹಿಳೆ ಬೆಂಗಳೂರಿನ ಸದಾಶಿವನಗರ ಪೊಲೀಸ್ ಠಾಣೆಗೆ ದೂರು ನೀಡಿದ್ದರು. ಮಾರ್ಚ್ 14ರಂದು ಯಡಿಯೂರಪ್ಪ ವಿರುದ್ಧ ಪೋಕ್ಸೋ ಕಾಯ್ದೆಯಡಿ ಪ್ರಕರಣ ದಾಖಲಿಸಲಾಗಿತ್ತು. ಬಳಿಕ ಪ್ರಕರಣವನ್ನು ಸಿಐಡಿಗೆ ವರ್ಗಾವಣೆ ಮಾಡಲಾಗಿತ್ತು. ಈ ನಡುವೆ ಮೇ 26ರಂದು ರಾತ್ರಿ ಆ ಮಹಿಳೆ ಬೆಂಗಳೂರಿನ ಖಾಸಗಿ ಆಸ್ಪತ್ರೆಯಲ್ಲಿ ಮೃತಪಟ್ಟಿದ್ದಾರೆ ಎಂದು ಜನವಾದಿ ಮಹಿಳಾ ಸಂಘಟನೆ ತಿಳಿಸಿದೆ. ಆಕೆಗೆ ಉಸಿರಾಟದ ಸಮಸ್ಯೆ ಇತ್ತು ಎಂದು ಹೇಳಲಾಗಿದೆ. ಆದರೆ ಆಕೆಯ ಸಾವಿನ ಬಗ್ಗೆ ಸಂಶಯವಿದ್ದು, ಸಮಗ್ರ ತನಿಖೆ ನಡೆಸಬೇಕು ಎಂದು ಸಂಘಟನೆ ಒತ್ತಾಯಿಸಿದೆ. ಈ ಕುರಿತು ಪೊಲೀಸರಿಗೆ ಮನವಿ ಸಲ್ಲಿಸಿರುವ ಸಂಘಟನೆಯ ಪದಾಧಿಕಾರಿಗಳು, ಮಹಿಳೆಯ ಸಾವಿನ ಬಗ್ಗೆ ವೈದ್ಯಕೀಯ ವರದಿ ಪಡೆದು ಕ್ರಮ ಕೈಗೊಳ್ಳಬೇಕು ಎಂದು ಆಗ್ರಹಿಸಿದ್ದಾರೆ. <box>477 546 617 848</box>
